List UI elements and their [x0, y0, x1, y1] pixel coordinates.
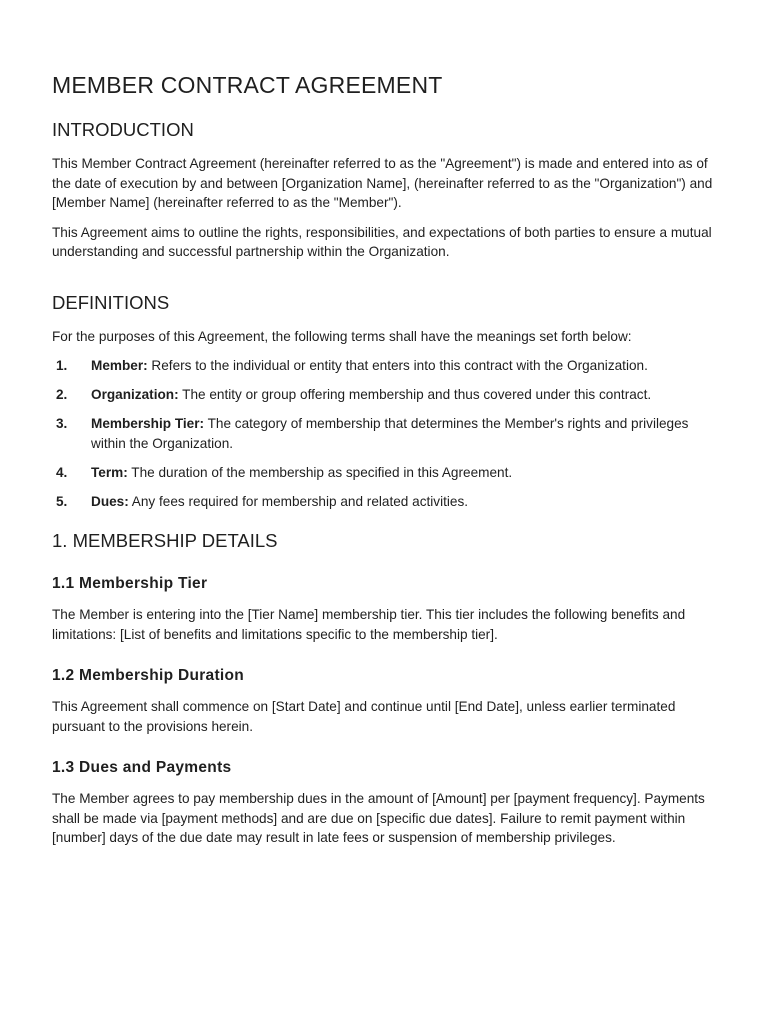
- definition-text: Any fees required for membership and related activities.: [128, 493, 469, 509]
- document-title: MEMBER CONTRACT AGREEMENT: [52, 72, 443, 98]
- definitions-section: [52, 292, 718, 512]
- definition-number: 1.: [56, 358, 68, 373]
- introduction-paragraph: This Member Contract Agreement (hereinafter referred to as the "Agreement") is made and entered into as of the date of execution by and between [Organization Name], (hereinafter referred to as the "Organization") and [Member Name] (hereinafter referred to as the "Member").: [52, 156, 713, 210]
- definition-term: Organization:: [91, 387, 179, 402]
- definition-number: 4.: [56, 464, 68, 480]
- definition-term: Dues:: [91, 493, 129, 509]
- definition-text: The category of membership that determines the Member's rights and privileges within the Organization.: [91, 416, 689, 451]
- introduction-heading: INTRODUCTION: [52, 119, 194, 140]
- definitions-heading: DEFINITIONS: [52, 291, 170, 313]
- definition-term: Term:: [91, 464, 128, 480]
- definition-item: [52, 385, 718, 405]
- definition-number: 5.: [56, 493, 68, 509]
- definitions-list: [52, 356, 718, 511]
- membership-tier-heading: 1.1 Membership Tier: [52, 575, 208, 592]
- definition-term: Member:: [91, 358, 148, 373]
- definition-text: The entity or group offering membership and thus covered under this contract.: [178, 387, 652, 402]
- definition-item: [52, 414, 718, 453]
- definition-text: Refers to the individual or entity that enters into this contract with the Organization.: [147, 358, 648, 373]
- definition-number: 2.: [56, 387, 68, 402]
- membership-tier-text: The Member is entering into the [Tier Name] membership tier. This tier includes the following benefits and limitations: [List of benefits and limitations specific to the membership tier].: [52, 607, 686, 642]
- definition-term: Membership Tier:: [91, 416, 205, 431]
- definition-number: 3.: [56, 416, 68, 431]
- definition-item: [52, 492, 718, 512]
- definition-item: [52, 463, 718, 483]
- introduction-section: [52, 119, 718, 262]
- membership-duration-text: This Agreement shall commence on [Start Date] and continue until [End Date], unless earlier terminated pursuant to the provisions herein.: [52, 699, 676, 734]
- dues-payments-text: The Member agrees to pay membership dues in the amount of [Amount] per [payment frequency]. Payments shall be made via [payment methods] and are due on [specific due dates]. Failure to remit payment within [number] days of the due date may result in late fees or suspension of membership privileges.: [52, 791, 705, 845]
- membership-details-section: [52, 530, 718, 848]
- definition-item: [52, 356, 718, 376]
- membership-details-heading: 1. MEMBERSHIP DETAILS: [52, 530, 278, 551]
- membership-duration-heading: 1.2 Membership Duration: [52, 667, 245, 684]
- definitions-intro: For the purposes of this Agreement, the following terms shall have the meanings set forth below:: [52, 328, 632, 344]
- definition-text: The duration of the membership as specified in this Agreement.: [127, 464, 513, 480]
- introduction-paragraph: This Agreement aims to outline the rights, responsibilities, and expectations of both parties to ensure a mutual understanding and successful partnership within the Organization.: [52, 224, 712, 259]
- dues-payments-heading: 1.3 Dues and Payments: [52, 759, 232, 776]
